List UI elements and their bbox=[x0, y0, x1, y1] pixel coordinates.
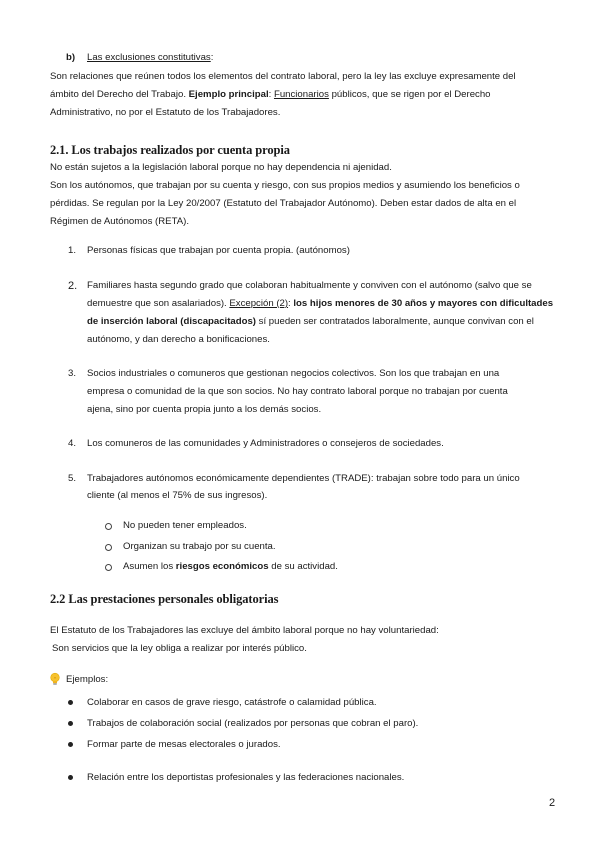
list-number: 1. bbox=[68, 245, 77, 256]
section-b-title bbox=[87, 52, 213, 64]
bullet-dot-icon bbox=[68, 721, 73, 726]
list-item-text: Personas físicas que trabajan por cuenta propia. (autónomos) bbox=[87, 245, 350, 256]
list-item-text: autónomo, y dan derecho a bonificaciones. bbox=[87, 334, 270, 345]
page-number: 2 bbox=[549, 797, 556, 809]
sublist-item-text: Organizan su trabajo por su cuenta. bbox=[123, 541, 276, 552]
paragraph-line: Son relaciones que reúnen todos los elementos del contrato laboral, pero la ley las excluye expresamente del bbox=[50, 71, 516, 82]
sublist-item-text bbox=[123, 561, 338, 573]
list-item-text: Socios industriales o comuneros que gestionan negocios colectivos. Son los que trabajan en una bbox=[87, 368, 500, 379]
list-item-text: Trabajadores autónomos económicamente dependientes (TRADE): trabajan sobre todo para un único bbox=[87, 473, 520, 484]
list-item-text: ajena, sino por cuenta propia junto a los demás socios. bbox=[87, 404, 322, 415]
paragraph-line: No están sujetos a la legislación laboral porque no hay dependencia ni ajenidad. bbox=[50, 162, 392, 173]
examples-label: Ejemplos: bbox=[66, 674, 109, 685]
text-span: sí pueden ser contratados laboralmente, aunque convivan con el bbox=[256, 316, 534, 327]
bullet-item-text: Relación entre los deportistas profesionales y las federaciones nacionales. bbox=[87, 772, 405, 783]
bullet-item-text: Trabajos de colaboración social (realizados por personas que cobran el paro). bbox=[87, 718, 419, 729]
lightbulb-icon bbox=[48, 672, 62, 686]
bold-span: los hijos menores de 30 años y mayores con dificultades bbox=[293, 298, 554, 309]
circle-bullet-icon bbox=[105, 523, 112, 530]
list-number: 2. bbox=[68, 280, 78, 292]
text-span: de su actividad. bbox=[268, 561, 338, 572]
text-span: demuestre que son asalariados). bbox=[87, 298, 230, 309]
bullet-item-text: Formar parte de mesas electorales o jurados. bbox=[87, 739, 281, 750]
bold-span: de inserción laboral (discapacitados) bbox=[87, 316, 257, 327]
list-item-text bbox=[87, 298, 553, 310]
list-number: 3. bbox=[68, 368, 77, 379]
list-number: 4. bbox=[68, 438, 77, 449]
section-heading: 2.2 Las prestaciones personales obligatorias bbox=[50, 592, 279, 606]
underline-span: Excepción (2) bbox=[229, 298, 289, 309]
bullet-item-text: Colaborar en casos de grave riesgo, catástrofe o calamidad pública. bbox=[87, 697, 377, 708]
circle-bullet-icon bbox=[105, 564, 112, 571]
text-span: : bbox=[288, 298, 294, 309]
text-span: : bbox=[268, 89, 274, 100]
section-marker: b) bbox=[66, 52, 76, 63]
list-item-text bbox=[87, 316, 534, 328]
section-heading: 2.1. Los trabajos realizados por cuenta propia bbox=[50, 143, 290, 157]
paragraph-line: pérdidas. Se regulan por la Ley 20/2007 (Estatuto del Trabajador Autónomo). Deben estar dados de alta en el bbox=[50, 198, 517, 209]
list-item-text: Los comuneros de las comunidades y Administradores o consejeros de sociedades. bbox=[87, 438, 444, 449]
underline-span: Funcionarios bbox=[273, 89, 329, 100]
text-span: públicos, que se rigen por el Derecho bbox=[328, 89, 491, 100]
section-b-colon: : bbox=[210, 52, 214, 63]
list-item-text: empresa o comunidad de la que son socios. No hay contrato laboral porque no trabajan por cuenta bbox=[87, 386, 508, 397]
bold-span: Ejemplo principal bbox=[188, 89, 269, 100]
text-span: ámbito del Derecho del Trabajo. bbox=[50, 89, 189, 100]
text-span: Asumen los bbox=[123, 561, 176, 572]
paragraph-line: Son los autónomos, que trabajan por su cuenta y riesgo, con sus propios medios y asumiendo los beneficios o bbox=[50, 180, 520, 191]
paragraph-line bbox=[50, 89, 491, 101]
sublist-item-text: No pueden tener empleados. bbox=[123, 520, 247, 531]
list-item-text: Familiares hasta segundo grado que colaboran habitualmente y conviven con el autónomo (salvo que se bbox=[87, 280, 532, 291]
paragraph-line: El Estatuto de los Trabajadores las excluye del ámbito laboral porque no hay voluntariedad: bbox=[50, 625, 439, 636]
paragraph-line: Administrativo, no por el Estatuto de los Trabajadores. bbox=[50, 107, 281, 118]
bullet-dot-icon bbox=[68, 742, 73, 747]
bullet-dot-icon bbox=[68, 700, 73, 705]
list-number: 5. bbox=[68, 473, 77, 484]
bullet-dot-icon bbox=[68, 775, 73, 780]
paragraph-line: Régimen de Autónomos (RETA). bbox=[50, 216, 189, 227]
paragraph-line: Son servicios que la ley obliga a realizar por interés público. bbox=[52, 643, 307, 654]
list-item-text: cliente (al menos el 75% de sus ingresos). bbox=[87, 490, 268, 501]
bold-span: riesgos económicos bbox=[175, 561, 269, 572]
section-b-title-text: Las exclusiones constitutivas bbox=[87, 52, 211, 63]
circle-bullet-icon bbox=[105, 544, 112, 551]
